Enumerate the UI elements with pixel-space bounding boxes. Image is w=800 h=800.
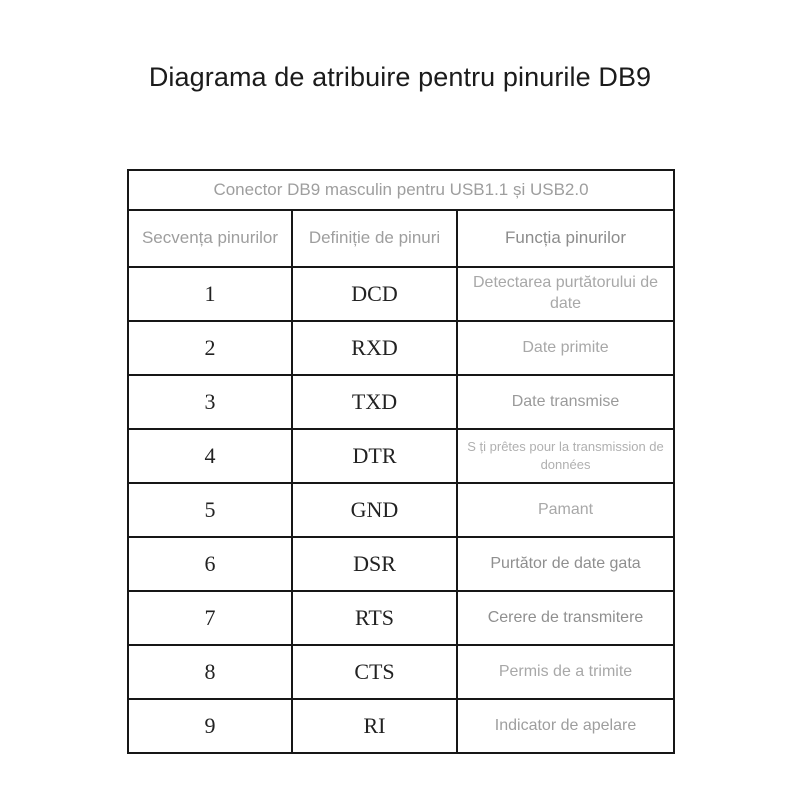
pin-function-cell: Permis de a trimite — [457, 645, 674, 699]
column-header-sequence — [128, 210, 292, 267]
pin-definition-cell: DTR — [292, 429, 457, 483]
table-caption-text: Conector DB9 masculin pentru USB1.1 și USB2.0 — [213, 179, 589, 199]
pin-function-cell: Detectarea purtătorului de date — [457, 267, 674, 321]
pin-sequence-cell: 8 — [128, 645, 292, 699]
pin-definition-cell: RTS — [292, 591, 457, 645]
table-row — [128, 375, 674, 429]
pin-function-cell: S ți prêtes pour la transmission de données — [457, 429, 674, 483]
pin-sequence-cell: 1 — [128, 267, 292, 321]
table-row — [128, 267, 674, 321]
pin-sequence-cell: 2 — [128, 321, 292, 375]
table-row — [128, 429, 674, 483]
column-header-definition-label: Definiție de pinuri — [308, 228, 441, 248]
pin-sequence-cell: 4 — [128, 429, 292, 483]
pin-definition-cell: GND — [292, 483, 457, 537]
pin-definition-cell: RXD — [292, 321, 457, 375]
column-header-function — [457, 210, 674, 267]
pin-definition-cell: DCD — [292, 267, 457, 321]
table-row — [128, 591, 674, 645]
pin-sequence-cell: 9 — [128, 699, 292, 753]
pin-function-cell: Cerere de transmitere — [457, 591, 674, 645]
pin-function-cell: Date transmise — [457, 375, 674, 429]
table-row — [128, 645, 674, 699]
pin-assignment-table — [127, 169, 675, 754]
pin-sequence-cell: 6 — [128, 537, 292, 591]
table-row — [128, 483, 674, 537]
column-header-function-label: Funcția pinurilor — [505, 228, 626, 248]
pin-sequence-cell: 5 — [128, 483, 292, 537]
pin-definition-cell: DSR — [292, 537, 457, 591]
page-title: Diagrama de atribuire pentru pinurile DB9 — [148, 62, 652, 92]
pin-function-cell: Purtător de date gata — [457, 537, 674, 591]
pin-sequence-cell: 7 — [128, 591, 292, 645]
pin-definition-cell: RI — [292, 699, 457, 753]
pin-sequence-cell: 3 — [128, 375, 292, 429]
table-caption-row — [128, 170, 674, 210]
table-row — [128, 537, 674, 591]
pin-function-cell: Date primite — [457, 321, 674, 375]
pin-function-cell: Indicator de apelare — [457, 699, 674, 753]
pin-definition-cell: CTS — [292, 645, 457, 699]
table-row — [128, 699, 674, 753]
table-row — [128, 321, 674, 375]
table-header-row — [128, 210, 674, 267]
pin-definition-cell: TXD — [292, 375, 457, 429]
table-caption-cell — [128, 170, 674, 210]
column-header-definition — [292, 210, 457, 267]
column-header-sequence-label: Secvența pinurilor — [141, 228, 279, 248]
pin-function-cell: Pamant — [457, 483, 674, 537]
